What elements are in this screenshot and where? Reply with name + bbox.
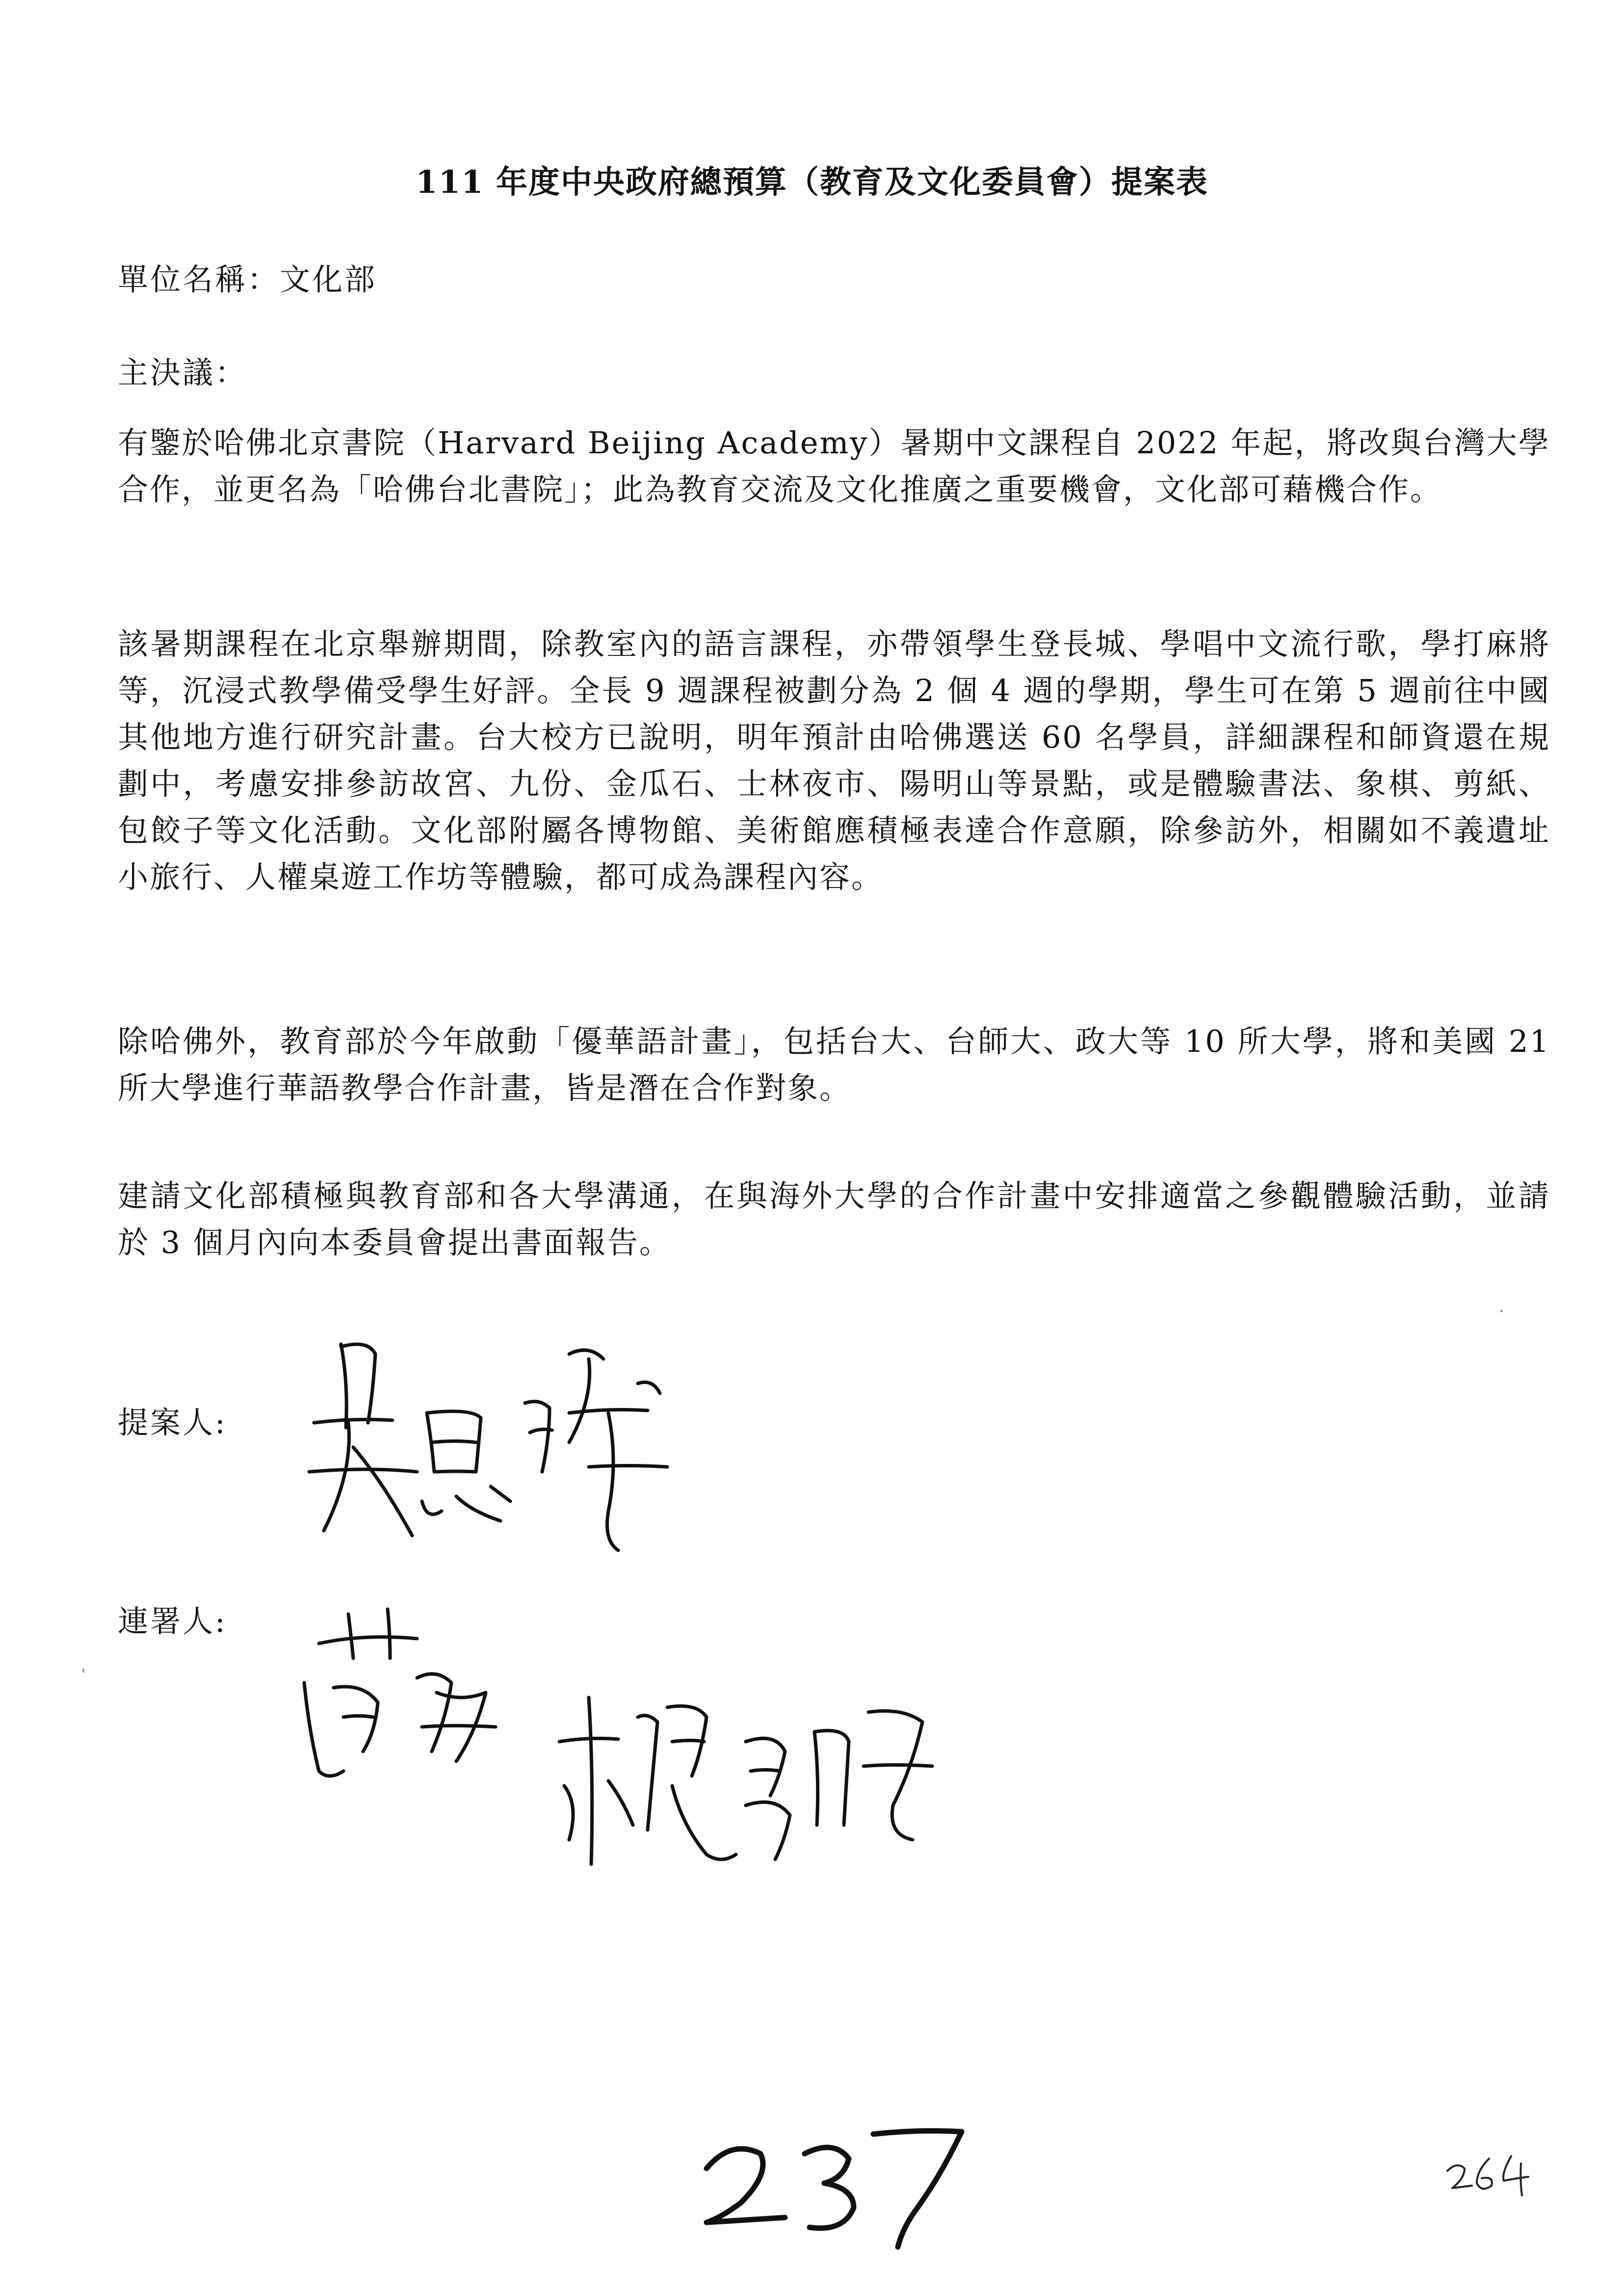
- unit-name-value: 文化部: [280, 261, 377, 297]
- scan-speck: [1500, 1310, 1503, 1312]
- document-title: 111 年度中央政府總預算（教育及文化委員會）提案表: [416, 164, 1208, 201]
- resolution-label: 主決議：: [118, 355, 248, 391]
- cosigner-label: 連署人:: [118, 1603, 227, 1639]
- handwritten-page-number-alt: [1442, 2146, 1541, 2200]
- proposer-label: 提案人:: [118, 1405, 227, 1440]
- cosigner-signature-2: [550, 1678, 981, 1894]
- paragraph-1: 有鑒於哈佛北京書院（Harvard Beijing Academy）暑期中文課程自 2022 年起，將改與台灣大學合作，並更名為「哈佛台北書院」；此為教育交流及文化推廣之重要機會，文化部可藉機合作。: [118, 425, 1550, 507]
- handwritten-page-number: [687, 2095, 981, 2252]
- cosigner-signature-1: [289, 1604, 520, 1810]
- paragraph-2: 該暑期課程在北京舉辦期間，除教室內的語言課程，亦帶領學生登長城、學唱中文流行歌，學打麻將等，沉浸式教學備受學生好評。全長 9 週課程被劃分為 2 個 4 週的學期，學生可在第 5 週前往中國其他地方進行研究計畫。台大校方已說明，明年預計由哈佛選送 60 名學員，詳細課程和師資還在規劃中，考慮安排參訪故宮、九份、金瓜石、士林夜市、陽明山等景點，或是體驗書法、象棋、剪紙、包餃子等文化活動。文化部附屬各博物館、美術館應積極表達合作意願，除參訪外，相關如不義遺址小旅行、人權桌遊工作坊等體驗，都可成為課程內容。: [118, 626, 1550, 895]
- unit-name-label: 單位名稱：: [118, 261, 280, 297]
- paragraph-4: 建請文化部積極與教育部和各大學溝通，在與海外大學的合作計畫中安排適當之參觀體驗活動，並請於 3 個月內向本委員會提出書面報告。: [118, 1178, 1550, 1260]
- scan-speck: [82, 1668, 84, 1673]
- unit-name-line: [118, 255, 377, 299]
- proposer-signature: [294, 1325, 716, 1580]
- paragraph-3: 除哈佛外，教育部於今年啟動「優華語計畫」，包括台大、台師大、政大等 10 所大學，將和美國 21 所大學進行華語教學合作計畫，皆是潛在合作對象。: [118, 1023, 1550, 1106]
